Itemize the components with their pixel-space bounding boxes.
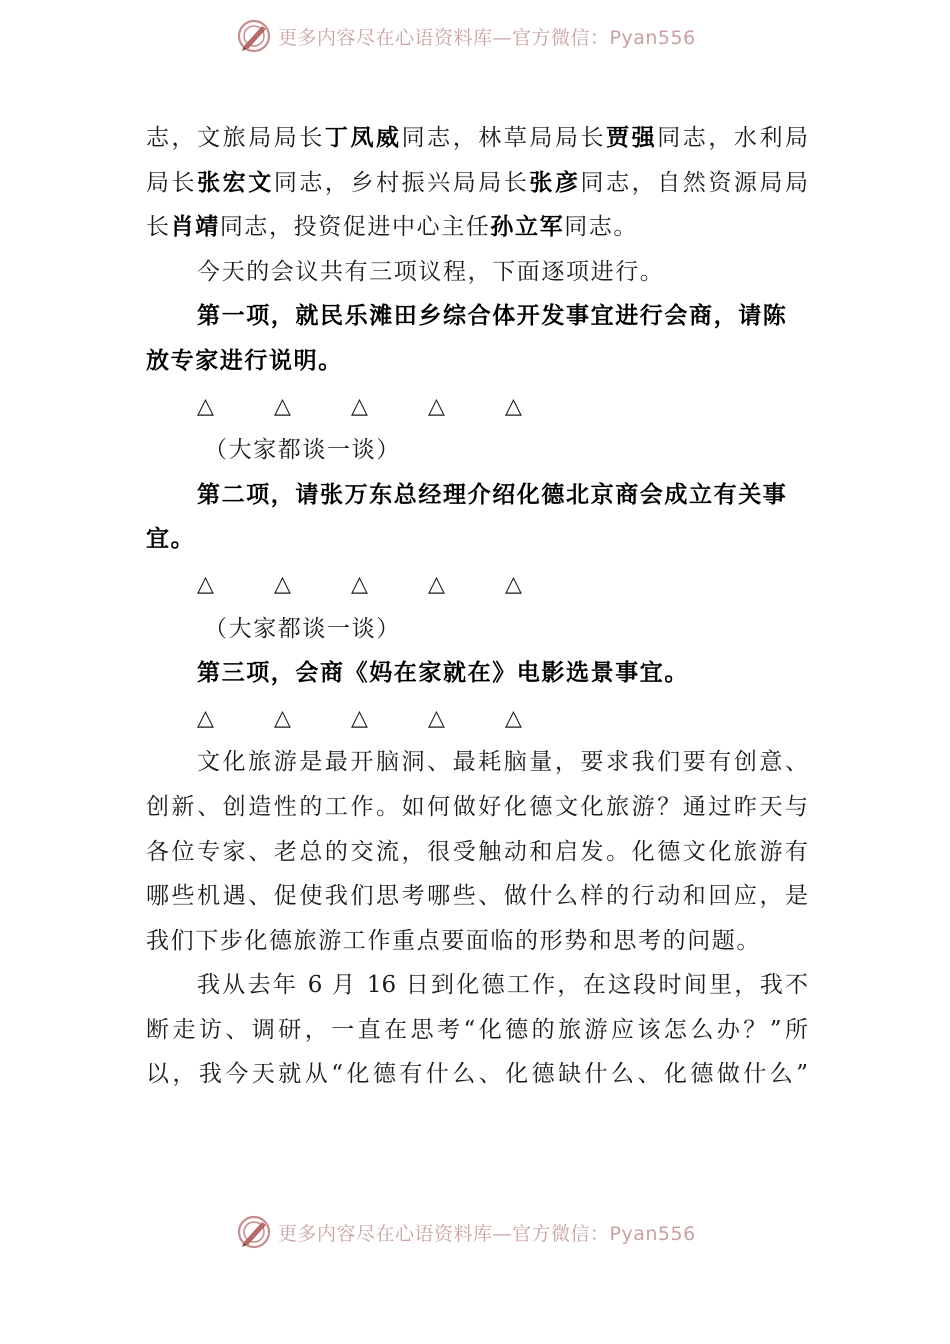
paragraph-line: 我从去年 6 月 16 日到化德工作，在这段时间里，我不 (197, 972, 808, 999)
paragraph-line: 哪些机遇、促使我们思考哪些、做什么样的行动和回应，是 (146, 883, 808, 910)
header-watermark (236, 16, 736, 56)
text-line: 局长张宏文同志，乡村振兴局局长张彦同志，自然资源局局 (146, 169, 808, 196)
triangle-mark: △ (274, 393, 293, 419)
pen-logo-icon (236, 1214, 272, 1250)
triangle-mark: △ (197, 571, 216, 597)
triangle-mark: △ (351, 393, 370, 419)
footer-watermark (236, 1212, 736, 1252)
triangle-mark: △ (197, 705, 216, 731)
triangle-mark: △ (274, 705, 293, 731)
agenda-item-2: 第二项，请张万东总经理介绍化德北京商会成立有关事 (197, 481, 788, 508)
triangle-mark: △ (505, 705, 524, 731)
discussion-note: （大家都谈一谈） (204, 615, 401, 642)
paragraph-line: 创新、创造性的工作。如何做好化德文化旅游？通过昨天与 (146, 793, 808, 820)
text-line: 志，文旅局局长丁凤威同志，林草局局长贾强同志，水利局 (146, 125, 808, 151)
triangle-mark: △ (197, 393, 216, 419)
triangle-mark: △ (428, 571, 447, 597)
triangle-mark: △ (428, 393, 447, 419)
agenda-item-2-cont: 宜。 (146, 526, 196, 553)
paragraph-line: 以，我今天就从“化德有什么、化德缺什么、化德做什么” (146, 1061, 808, 1088)
paragraph-line: 各位专家、老总的交流，很受触动和启发。化德文化旅游有 (146, 838, 808, 865)
triangle-row (146, 384, 808, 429)
pen-logo-icon (236, 18, 272, 54)
paragraph-line: 断走访、调研，一直在思考“化德的旅游应该怎么办？”所 (146, 1016, 808, 1043)
triangle-row (146, 696, 808, 741)
agenda-item-1: 第一项，就民乐滩田乡综合体开发事宜进行会商，请陈 (197, 303, 788, 330)
agenda-item-3: 第三项，会商《妈在家就在》电影选景事宜。 (197, 660, 689, 687)
triangle-mark: △ (505, 393, 524, 419)
paragraph-line: 文化旅游是最开脑洞、最耗脑量，要求我们要有创意、 (197, 749, 808, 776)
triangle-mark: △ (351, 571, 370, 597)
watermark-text: 更多内容尽在心语资料库—官方微信：Pyan556 (278, 1222, 696, 1245)
paragraph-line: 我们下步化德旅游工作重点要面临的形势和思考的问题。 (146, 927, 761, 954)
triangle-row (146, 562, 808, 607)
watermark-text: 更多内容尽在心语资料库—官方微信：Pyan556 (278, 26, 696, 49)
text-line: 长肖靖同志，投资促进中心主任孙立军同志。 (146, 214, 639, 241)
triangle-mark: △ (351, 705, 370, 731)
triangle-mark: △ (505, 571, 524, 597)
triangle-mark: △ (274, 571, 293, 597)
document-body (146, 116, 808, 1097)
discussion-note: （大家都谈一谈） (204, 437, 401, 464)
agenda-intro: 今天的会议共有三项议程，下面逐项进行。 (197, 258, 665, 285)
triangle-mark: △ (428, 705, 447, 731)
agenda-item-1-cont: 放专家进行说明。 (146, 347, 343, 374)
